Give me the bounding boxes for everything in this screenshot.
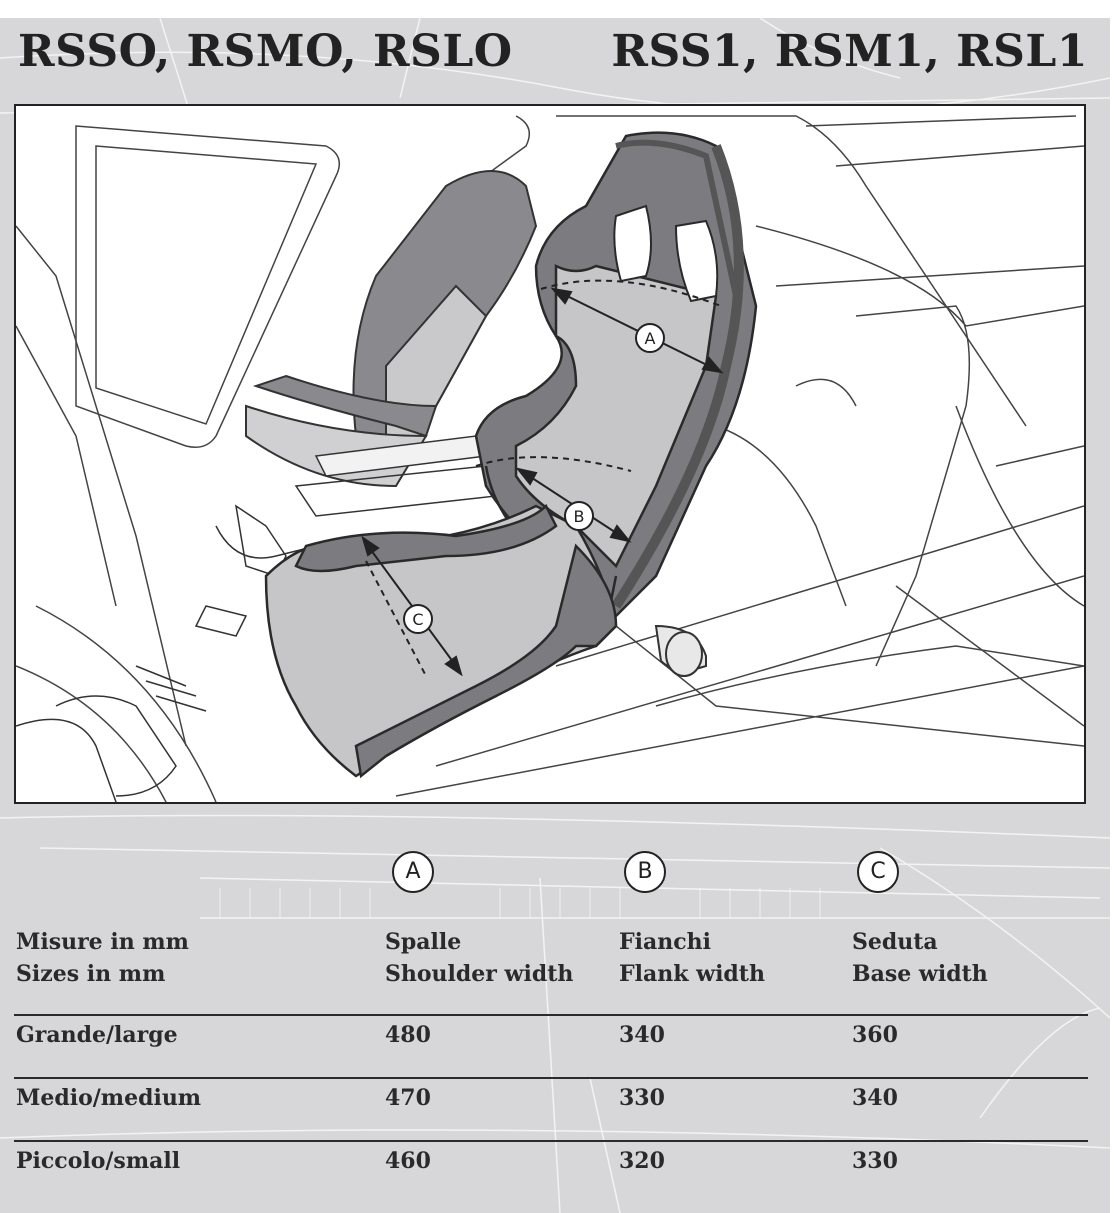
dimension-label-a-marker — [636, 324, 664, 352]
cell-flank: 330 — [619, 1085, 665, 1111]
table-rule — [14, 1014, 1088, 1016]
column-badge-a: A — [392, 851, 434, 893]
header-base-en: Base width — [852, 961, 988, 987]
cell-shoulder: 460 — [385, 1148, 431, 1174]
row-label: Grande/large — [16, 1022, 178, 1048]
header-sizes-it: Misure in mm — [16, 929, 189, 955]
dimension-label-b: B — [573, 507, 585, 526]
model-codes-right: RSS1, RSM1, RSL1 — [611, 26, 1088, 77]
cell-flank: 320 — [619, 1148, 665, 1174]
cell-flank: 340 — [619, 1022, 665, 1048]
header-shoulder-en: Shoulder width — [385, 961, 574, 987]
header-flank-en: Flank width — [619, 961, 765, 987]
dimension-label-a: A — [644, 329, 656, 348]
cell-shoulder: 470 — [385, 1085, 431, 1111]
dimension-label-c: C — [412, 610, 424, 629]
row-label: Piccolo/small — [16, 1148, 181, 1174]
header-shoulder — [385, 926, 573, 990]
header-flank-it: Fianchi — [619, 929, 711, 955]
table-rule — [14, 1140, 1088, 1142]
cell-base: 360 — [852, 1022, 898, 1048]
header-base — [852, 926, 988, 990]
column-badge-c: C — [857, 851, 899, 893]
column-badge-b: B — [624, 851, 666, 893]
dimension-label-c-marker — [404, 605, 432, 633]
header-shoulder-it: Spalle — [385, 929, 462, 955]
cell-base: 340 — [852, 1085, 898, 1111]
dimension-label-b-marker — [565, 502, 593, 530]
seat-measurement-illustration — [14, 104, 1086, 804]
cell-base: 330 — [852, 1148, 898, 1174]
spec-sheet — [0, 18, 1110, 1213]
header-flank — [619, 926, 765, 990]
table-rule — [14, 1077, 1088, 1079]
header-base-it: Seduta — [852, 929, 938, 955]
header-sizes-en: Sizes in mm — [16, 961, 166, 987]
cell-shoulder: 480 — [385, 1022, 431, 1048]
row-label: Medio/medium — [16, 1085, 202, 1111]
model-codes-left: RSSO, RSMO, RSLO — [18, 26, 513, 77]
header-sizes — [16, 926, 189, 990]
